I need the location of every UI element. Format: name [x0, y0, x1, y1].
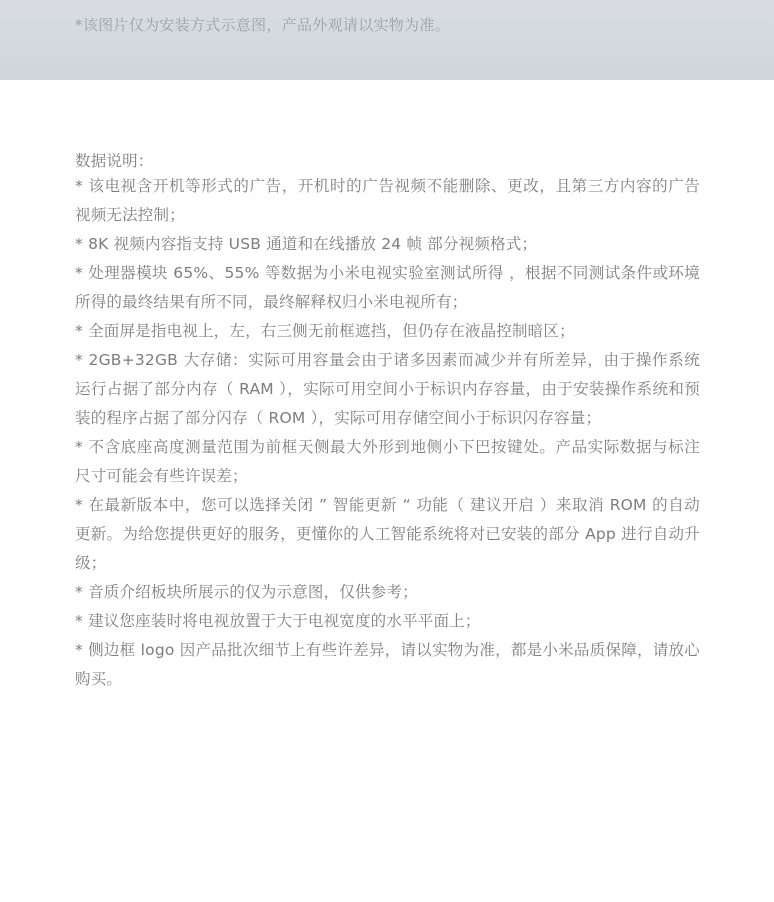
note-smart-update: * 在最新版本中，您可以选择关闭 ” 智能更新 “ 功能（ 建议开启 ）来取消 ROM 的自动更新。为给您提供更好的服务，更懂你的人工智能系统将对已安装的部分 App 进行自动升级； — [75, 496, 700, 572]
note-storage: * 2GB+32GB 大存储：实际可用容量会由于诸多因素而减少并有所差异，由于操作系统运行占据了部分内存（ RAM ），实际可用空间小于标识内存容量，由于安装操作系统和预装的程序占据了部分闪存（ ROM ），实际可用存储空间小于标识闪存容量； — [75, 351, 700, 427]
notes-heading: 数据说明： — [75, 152, 154, 170]
notes-list — [75, 172, 700, 694]
top-banner — [0, 0, 774, 80]
note-dimensions: * 不含底座高度测量范围为前框天侧最大外形到地侧小下巴按键处。产品实际数据与标注尺寸可能会有些许误差； — [75, 438, 700, 485]
installation-disclaimer: *该图片仅为安装方式示意图，产品外观请以实物为准。 — [75, 16, 451, 34]
note-8k-video: * 8K 视频内容指支持 USB 通道和在线播放 24 帧 部分视频格式； — [75, 235, 538, 253]
note-ads: * 该电视含开机等形式的广告，开机时的广告视频不能删除、更改，且第三方内容的广告视频无法控制； — [75, 177, 700, 224]
note-processor-test: * 处理器模块 65%、55% 等数据为小米电视实验室测试所得 ，根据不同测试条件或环境所得的最终结果有所不同，最终解释权归小米电视所有； — [75, 264, 700, 311]
note-audio: * 音质介绍板块所展示的仅为示意图，仅供参考； — [75, 583, 418, 601]
note-seat-mounting: * 建议您座装时将电视放置于大于电视宽度的水平平面上； — [75, 612, 481, 630]
data-notes-section — [75, 150, 700, 694]
note-full-screen: * 全面屏是指电视上，左，右三侧无前框遮挡，但仍存在液晶控制暗区； — [75, 322, 575, 340]
note-side-logo: * 侧边框 logo 因产品批次细节上有些许差异，请以实物为准，都是小米品质保障，请放心购买。 — [75, 641, 700, 688]
